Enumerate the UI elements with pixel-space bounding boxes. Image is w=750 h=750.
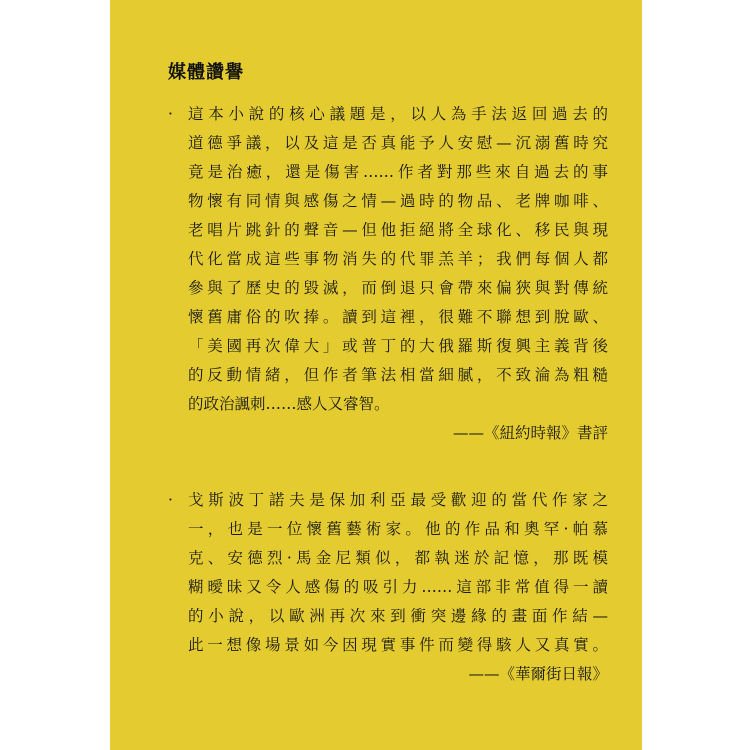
review-line: 懷舊庸俗的吹捧。讀到這裡，很難不聯想到脫歐、 bbox=[188, 308, 608, 326]
review-line: 參與了歷史的毀滅，而倒退只會帶來偏狹與對傳統 bbox=[188, 279, 608, 297]
book-page bbox=[110, 0, 642, 750]
page-heading: 媒體讚譽 bbox=[168, 62, 244, 83]
review-line: 克、安德烈·馬金尼類似，都執迷於記憶，那既模 bbox=[188, 549, 608, 567]
review-line: 物懷有同情與感傷之情—過時的物品、老牌咖啡、 bbox=[188, 192, 608, 210]
review-line: 道德爭議，以及這是否真能予人安慰—沉溺舊時究 bbox=[188, 134, 608, 152]
review-line: 這本小說的核心議題是，以人為手法返回過去的 bbox=[188, 105, 608, 123]
review-line: 的政治諷刺……感人又睿智。 bbox=[188, 395, 390, 413]
review-wsj bbox=[168, 486, 608, 689]
review-source: ——《紐約時報》書評 bbox=[452, 424, 608, 442]
review-line: 竟是治癒，還是傷害……作者對那些來自過去的事 bbox=[188, 163, 608, 181]
review-line: 的小說，以歐洲再次來到衝突邊緣的畫面作結— bbox=[188, 607, 608, 625]
review-source: ——《華爾街日報》 bbox=[468, 665, 608, 683]
review-line: 的反動情緒，但作者筆法相當細膩，不致淪為粗糙 bbox=[188, 366, 608, 384]
review-line: 一，也是一位懷舊藝術家。他的作品和奧罕·帕慕 bbox=[188, 520, 608, 538]
review-line: 戈斯波丁諾夫是保加利亞最受歡迎的當代作家之 bbox=[188, 491, 608, 509]
review-line: 「美國再次偉大」或普丁的大俄羅斯復興主義背後 bbox=[188, 337, 608, 355]
bullet-point: · bbox=[168, 491, 173, 509]
review-line: 老唱片跳針的聲音—但他拒絕將全球化、移民與現 bbox=[188, 221, 608, 239]
review-line: 代化當成這些事物消失的代罪羔羊；我們每個人都 bbox=[188, 250, 608, 268]
review-line: 糊曖昧又令人感傷的吸引力……這部非常值得一讀 bbox=[188, 578, 608, 596]
bullet-point: · bbox=[168, 105, 173, 123]
review-nyt bbox=[168, 100, 608, 448]
review-line: 此一想像場景如今因現實事件而變得駭人又真實。 bbox=[188, 636, 608, 654]
